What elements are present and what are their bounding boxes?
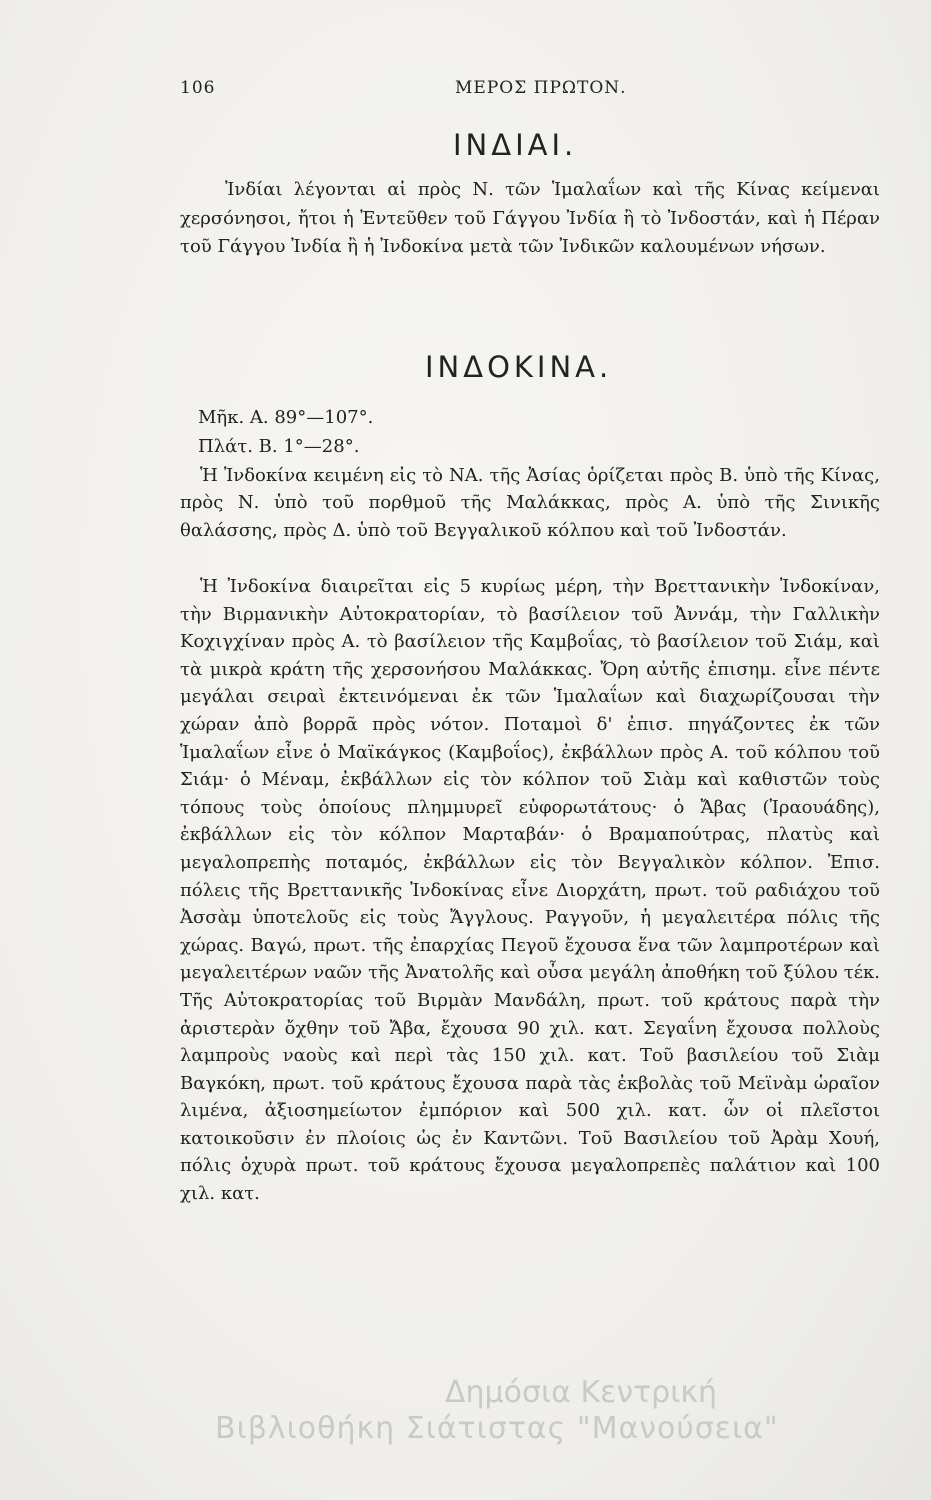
watermark-line-2: Βιβλιοθήκη Σιάτιστας "Μανούσεια" bbox=[215, 1411, 779, 1446]
longitude-line: Μῆκ. Α. 89°—107°. bbox=[198, 407, 374, 428]
section-title-indokina: ΙΝΔΟΚΙΝΑ. bbox=[425, 350, 613, 384]
paragraph-divisions: Ἡ Ἰνδοκίνα διαιρεῖται εἰς 5 κυρίως μέρη, τὴν Βρεττανικὴν Ἰνδοκίναν, τὴν Βιρμανικὴν Αὐτοκρατορίαν, τὸ βασίλειον τοῦ Ἀννάμ, τὴν Γαλλικὴν Κοχιγχίναν πρὸς Α. τὸ βασίλειον τῆς Καμβοΐας, τὸ βασίλειον τοῦ Σιάμ, καὶ τὰ μικρὰ κράτη τῆς χερσονήσου Μαλάκκας. Ὄρη αὐτῆς ἐπισημ. εἶνε πέντε μεγάλαι σειραὶ ἐκτεινόμεναι ἐκ τῶν Ἱμαλαΐων καὶ διαχωρίζουσαι τὴν χώραν ἀπὸ βορρᾶ πρὸς νότον. Ποταμοὶ δ' ἐπισ. πηγάζοντες ἐκ τῶν Ἱμαλαΐων εἶνε ὁ Μαϊκάγκος (Καμβοΐος), ἐκβάλλων πρὸς Α. τοῦ κόλπου τοῦ Σιάμ· ὁ Μέναμ, ἐκβάλλων εἰς τὸν κόλπον τοῦ Σιὰμ καὶ καθιστῶν τοὺς τόπους τοὺς ὁποίους πλημμυρεῖ εὐφορωτάτους· ὁ Ἄβας (Ἰραουάδης), ἐκβάλλων εἰς τὸν κόλπον Μαρταβάν· ὁ Βραμαπούτρας, πλατὺς καὶ μεγαλοπρεπὴς ποταμός, ἐκβάλλων εἰς τὸν Βεγγαλικὸν κόλπον. Ἐπισ. πόλεις τῆς Βρεττανικῆς Ἰνδοκίνας εἶνε Διορχάτη, πρωτ. τοῦ ραδιάχου τοῦ Ἀσσὰμ ὑποτελοῦς εἰς τοὺς Ἄγγλους. Ραγγοῦν, ἡ μεγαλειτέρα πόλις τῆς χώρας. Βαγώ, πρωτ. τῆς ἐπαρχίας Πεγοῦ ἔχουσα ἕνα τῶν λαμπροτέρων καὶ μεγαλειτέρων ναῶν τῆς Ἀνατολῆς καὶ οὖσα μεγάλη ἀποθήκη τοῦ ξύλου τέκ. Τῆς Αὐτοκρατορίας τοῦ Βιρμὰν Μανδάλη, πρωτ. τοῦ κράτους παρὰ τὴν ἀριστερὰν ὄχθην τοῦ Ἄβα, ἔχουσα 90 χιλ. κατ. Σεγαΐνη ἔχουσα πολλοὺς λαμπροὺς ναοὺς καὶ περὶ τὰς 150 χιλ. κατ. Τοῦ βασιλείου τοῦ Σιὰμ Βαγκόκη, πρωτ. τοῦ κράτους ἔχουσα παρὰ τὰς ἐκβολὰς τοῦ Μεϊνὰμ ὡραῖον λιμένα, ἀξιοσημείωτον ἐμπόριον καὶ 500 χιλ. κατ. ὧν οἱ πλεῖστοι κατοικοῦσιν ἐν πλοίοις ὡς ἐν Καντῶνι. Τοῦ Βασιλείου τοῦ Ἀρὰμ Χουή, πόλις ὀχυρὰ πρωτ. τοῦ κράτους ἔχουσα μεγαλοπρεπὲς παλάτιον καὶ 100 χιλ. κατ. bbox=[180, 576, 880, 1205]
paragraph-borders: Ἡ Ἰνδοκίνα κειμένη εἰς τὸ ΝΑ. τῆς Ἀσίας ὁρίζεται πρὸς Β. ὑπὸ τῆς Κίνας, πρὸς Ν. ὑπὸ τοῦ πορθμοῦ τῆς Μαλάκκας, πρὸς Α. ὑπὸ τῆς Σινικῆς θαλάσσης, πρὸς Δ. ὑπὸ τοῦ Βεγγαλικοῦ κόλπου καὶ τοῦ Ἰνδοστάν. bbox=[180, 465, 880, 541]
section-title-indiai: ΙΝΔΙΑΙ. bbox=[453, 128, 578, 162]
latitude-line: Πλάτ. Β. 1°—28°. bbox=[198, 436, 360, 457]
watermark-line-1: Δημόσια Κεντρική bbox=[445, 1375, 718, 1410]
page-number: 106 bbox=[180, 78, 216, 98]
running-head: ΜΕΡΟΣ ΠΡΩΤΟΝ. bbox=[455, 78, 627, 98]
paragraph-indiai: Ἰνδίαι λέγονται αἱ πρὸς Ν. τῶν Ἱμαλαΐων καὶ τῆς Κίνας κείμεναι χερσόνησοι, ἤτοι ἡ Ἐντεῦθεν τοῦ Γάγγου Ἰνδία ἢ τὸ Ἰνδοστάν, καὶ ἡ Πέραν τοῦ Γάγγου Ἰνδία ἢ ἡ Ἰνδοκίνα μετὰ τῶν Ἰνδικῶν καλουμένων νήσων. bbox=[180, 179, 880, 258]
